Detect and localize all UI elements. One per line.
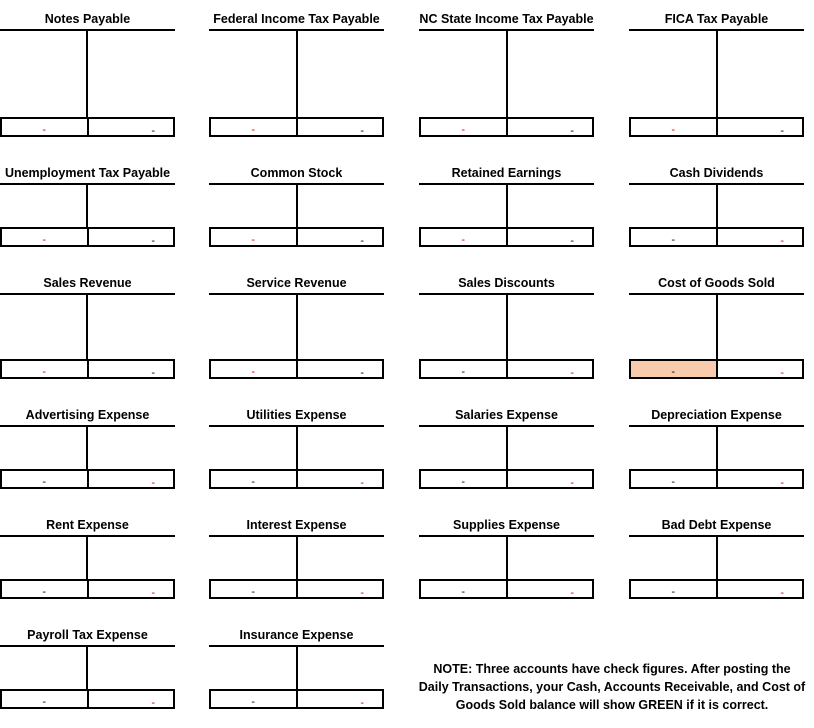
credit-balance-cell[interactable]	[296, 229, 383, 245]
credit-balance-cell[interactable]	[506, 581, 593, 597]
balance-row	[209, 359, 384, 379]
balance-row	[0, 117, 175, 137]
debit-balance-value: -	[461, 476, 466, 488]
credit-balance-value: -	[570, 367, 574, 379]
credit-balance-value: -	[570, 477, 574, 489]
account-title: Supplies Expense	[453, 518, 560, 532]
t-account	[0, 166, 175, 249]
credit-balance-value: -	[780, 367, 784, 379]
credit-balance-value: -	[151, 367, 155, 379]
debit-balance-cell[interactable]	[631, 361, 716, 377]
debit-balance-cell[interactable]	[211, 691, 296, 707]
balance-row	[209, 117, 384, 137]
t-account	[209, 628, 384, 711]
debit-balance-cell[interactable]	[421, 229, 506, 245]
account-title: Unemployment Tax Payable	[4, 166, 171, 180]
debit-balance-value: -	[251, 234, 256, 246]
t-account	[0, 276, 175, 381]
credit-balance-value: -	[360, 477, 364, 489]
balance-row	[419, 359, 594, 379]
account-title: Interest Expense	[246, 518, 347, 532]
t-account	[629, 408, 804, 491]
credit-balance-cell[interactable]	[506, 119, 593, 135]
credit-balance-value: -	[570, 235, 574, 247]
t-account	[629, 12, 804, 139]
t-account-divider	[296, 185, 298, 227]
t-account	[419, 408, 594, 491]
note-line: Goods Sold balance will show GREEN if it is correct.	[455, 698, 769, 712]
account-title: Cost of Goods Sold	[658, 276, 775, 290]
t-account-divider	[716, 427, 718, 469]
debit-balance-value: -	[461, 586, 466, 598]
balance-row	[0, 469, 175, 489]
balance-row	[419, 579, 594, 599]
credit-balance-cell[interactable]	[716, 229, 803, 245]
balance-row	[419, 117, 594, 137]
balance-row	[209, 579, 384, 599]
account-title: Common Stock	[250, 166, 343, 180]
debit-balance-value: -	[461, 124, 466, 136]
balance-row	[629, 579, 804, 599]
credit-balance-cell[interactable]	[87, 691, 174, 707]
t-account	[209, 166, 384, 249]
account-title: Sales Revenue	[43, 276, 132, 290]
account-title: Cash Dividends	[669, 166, 764, 180]
balance-row	[0, 689, 175, 709]
t-account	[419, 166, 594, 249]
t-account-divider	[296, 537, 298, 579]
t-account-divider	[716, 185, 718, 227]
debit-balance-cell[interactable]	[2, 361, 87, 377]
t-account	[209, 518, 384, 601]
t-account	[0, 12, 175, 139]
account-title: Retained Earnings	[451, 166, 562, 180]
debit-balance-value: -	[251, 124, 256, 136]
credit-balance-cell[interactable]	[506, 471, 593, 487]
balance-row	[209, 689, 384, 709]
t-account-divider	[86, 31, 88, 117]
debit-balance-cell[interactable]	[2, 691, 87, 707]
account-title: Sales Discounts	[458, 276, 555, 290]
credit-balance-cell[interactable]	[296, 581, 383, 597]
credit-balance-value: -	[151, 697, 155, 709]
debit-balance-cell[interactable]	[211, 471, 296, 487]
debit-balance-value: -	[251, 366, 256, 378]
debit-balance-cell[interactable]	[2, 471, 87, 487]
credit-balance-value: -	[570, 587, 574, 599]
debit-balance-cell[interactable]	[631, 229, 716, 245]
debit-balance-value: -	[42, 696, 47, 708]
credit-balance-cell[interactable]	[716, 581, 803, 597]
debit-balance-cell[interactable]	[2, 229, 87, 245]
debit-balance-cell[interactable]	[421, 119, 506, 135]
balance-row	[419, 469, 594, 489]
balance-row	[629, 227, 804, 247]
account-title: Service Revenue	[246, 276, 347, 290]
t-account	[419, 518, 594, 601]
debit-balance-value: -	[42, 124, 47, 136]
t-account-divider	[716, 537, 718, 579]
debit-balance-cell[interactable]	[211, 229, 296, 245]
debit-balance-value: -	[671, 124, 676, 136]
account-title: Depreciation Expense	[651, 408, 782, 422]
credit-balance-cell[interactable]	[716, 361, 803, 377]
account-title: Advertising Expense	[25, 408, 150, 422]
credit-balance-value: -	[151, 235, 155, 247]
credit-balance-cell[interactable]	[716, 471, 803, 487]
credit-balance-value: -	[360, 125, 364, 137]
credit-balance-cell[interactable]	[506, 361, 593, 377]
t-account	[209, 408, 384, 491]
account-title: Payroll Tax Expense	[27, 628, 148, 642]
credit-balance-value: -	[151, 587, 155, 599]
t-account-divider	[86, 185, 88, 227]
credit-balance-cell[interactable]	[87, 119, 174, 135]
debit-balance-cell[interactable]	[2, 581, 87, 597]
account-title: NC State Income Tax Payable	[419, 12, 594, 26]
account-title: FICA Tax Payable	[664, 12, 769, 26]
balance-row	[419, 227, 594, 247]
balance-row	[0, 359, 175, 379]
t-account	[0, 518, 175, 601]
debit-balance-cell[interactable]	[421, 361, 506, 377]
balance-row	[209, 227, 384, 247]
t-account	[0, 628, 175, 711]
credit-balance-value: -	[360, 587, 364, 599]
t-account-divider	[506, 427, 508, 469]
t-account	[209, 12, 384, 139]
t-account-divider	[296, 31, 298, 117]
t-account	[629, 166, 804, 249]
credit-balance-value: -	[360, 235, 364, 247]
note-line: Daily Transactions, your Cash, Accounts Receivable, and Cost of	[418, 680, 806, 694]
balance-row	[0, 579, 175, 599]
debit-balance-cell[interactable]	[211, 581, 296, 597]
debit-balance-value: -	[251, 586, 256, 598]
balance-row	[0, 227, 175, 247]
account-title: Salaries Expense	[455, 408, 558, 422]
debit-balance-cell[interactable]	[211, 119, 296, 135]
debit-balance-cell[interactable]	[631, 581, 716, 597]
balance-row	[209, 469, 384, 489]
debit-balance-value: -	[42, 366, 47, 378]
t-account-divider	[86, 537, 88, 579]
credit-balance-cell[interactable]	[87, 229, 174, 245]
credit-balance-value: -	[151, 477, 155, 489]
debit-balance-cell[interactable]	[421, 581, 506, 597]
debit-balance-value: -	[251, 476, 256, 488]
debit-balance-value: -	[42, 234, 47, 246]
credit-balance-value: -	[780, 477, 784, 489]
debit-balance-value: -	[42, 476, 47, 488]
credit-balance-cell[interactable]	[87, 581, 174, 597]
t-account	[209, 276, 384, 381]
credit-balance-value: -	[780, 235, 784, 247]
debit-balance-value: -	[671, 366, 676, 378]
account-title: Insurance Expense	[239, 628, 354, 642]
check-figure-note	[412, 660, 812, 714]
credit-balance-cell[interactable]	[87, 471, 174, 487]
account-title: Utilities Expense	[246, 408, 347, 422]
debit-balance-cell[interactable]	[211, 361, 296, 377]
debit-balance-value: -	[461, 366, 466, 378]
t-account-divider	[86, 427, 88, 469]
debit-balance-value: -	[671, 234, 676, 246]
t-account	[629, 276, 804, 381]
credit-balance-value: -	[780, 125, 784, 137]
debit-balance-value: -	[671, 586, 676, 598]
balance-row	[629, 359, 804, 379]
t-account-divider	[86, 647, 88, 689]
t-account	[629, 518, 804, 601]
balance-row	[629, 469, 804, 489]
debit-balance-cell[interactable]	[631, 471, 716, 487]
t-account-divider	[716, 295, 718, 359]
t-account-divider	[506, 185, 508, 227]
t-account-divider	[506, 295, 508, 359]
debit-balance-cell[interactable]	[631, 119, 716, 135]
credit-balance-cell[interactable]	[296, 471, 383, 487]
credit-balance-cell[interactable]	[506, 229, 593, 245]
debit-balance-value: -	[42, 586, 47, 598]
account-title: Rent Expense	[46, 518, 129, 532]
t-account-divider	[296, 295, 298, 359]
t-account-divider	[296, 427, 298, 469]
credit-balance-value: -	[570, 125, 574, 137]
credit-balance-cell[interactable]	[87, 361, 174, 377]
debit-balance-value: -	[251, 696, 256, 708]
credit-balance-value: -	[360, 367, 364, 379]
t-account	[0, 408, 175, 491]
debit-balance-cell[interactable]	[2, 119, 87, 135]
account-title: Notes Payable	[44, 12, 131, 26]
t-account-divider	[296, 647, 298, 689]
t-account-divider	[506, 537, 508, 579]
note-line: NOTE: Three accounts have check figures. After posting the	[433, 662, 791, 676]
account-title: Bad Debt Expense	[661, 518, 772, 532]
debit-balance-value: -	[671, 476, 676, 488]
balance-row	[629, 117, 804, 137]
credit-balance-value: -	[151, 125, 155, 137]
credit-balance-value: -	[780, 587, 784, 599]
t-account-divider	[716, 31, 718, 117]
credit-balance-cell[interactable]	[296, 691, 383, 707]
t-account-divider	[86, 295, 88, 359]
credit-balance-value: -	[360, 697, 364, 709]
credit-balance-cell[interactable]	[716, 119, 803, 135]
t-account	[419, 12, 594, 139]
t-account	[419, 276, 594, 381]
t-account-divider	[506, 31, 508, 117]
debit-balance-cell[interactable]	[421, 471, 506, 487]
account-title: Federal Income Tax Payable	[213, 12, 380, 26]
debit-balance-value: -	[461, 234, 466, 246]
credit-balance-cell[interactable]	[296, 119, 383, 135]
credit-balance-cell[interactable]	[296, 361, 383, 377]
